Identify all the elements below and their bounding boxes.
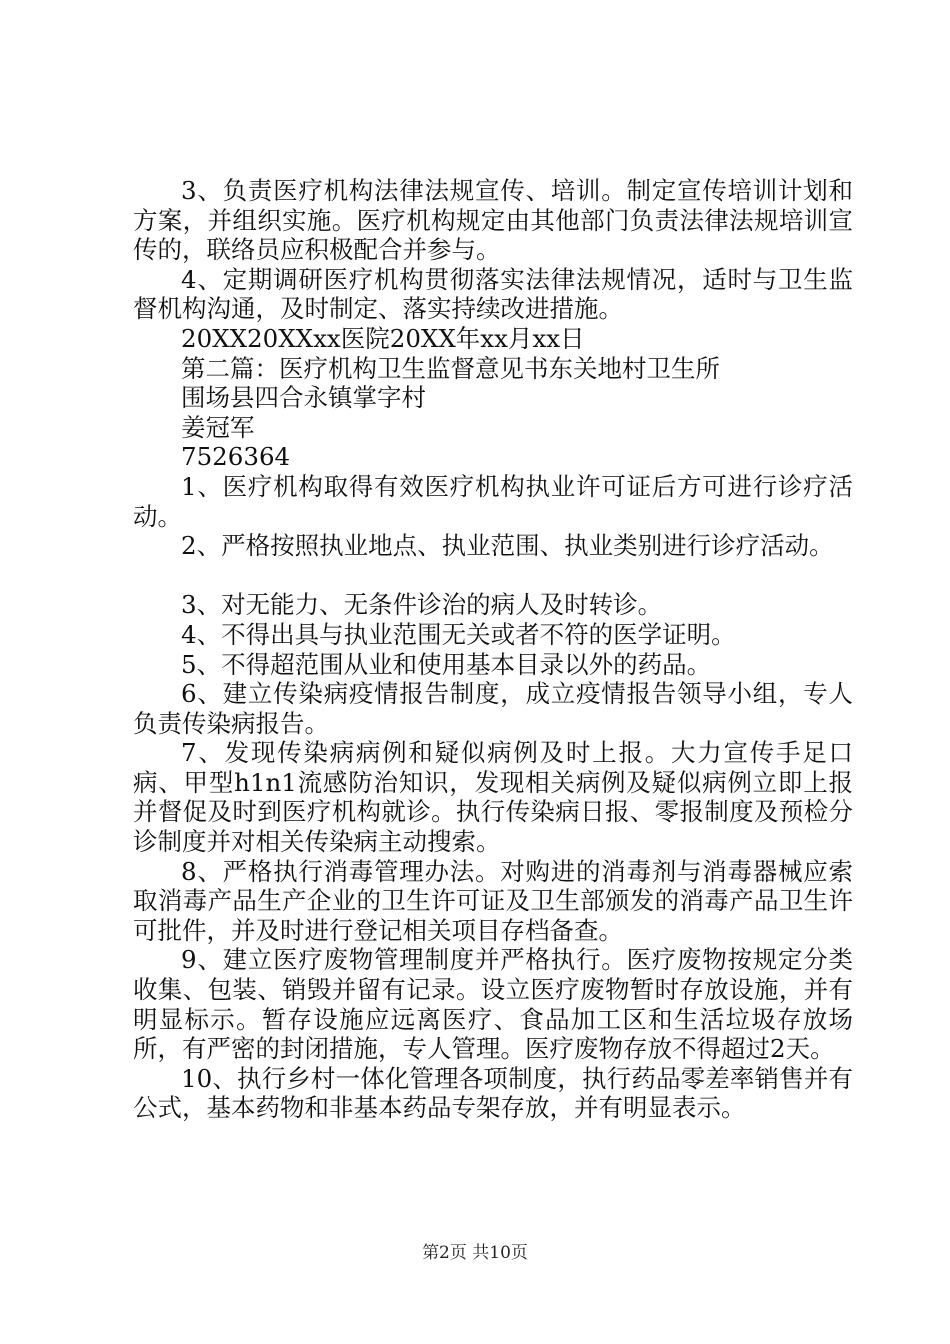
clinic-address: 围场县四合永镇掌字村: [181, 383, 426, 413]
phone-number: 7526364: [181, 442, 291, 472]
section-title: 第二篇：医疗机构卫生监督意见书东关地村卫生所: [181, 353, 720, 383]
requirement-item-1: 1、医疗机构取得有效医疗机构执业许可证后方可进行诊疗活动。: [133, 471, 853, 531]
paragraph-item-4: 4、定期调研医疗机构贯彻落实法律法规情况，适时与卫生监督机构沟通，及时制定、落实持续改进措施。: [133, 264, 853, 324]
requirement-item-9: 9、建立医疗废物管理制度并严格执行。医疗废物按规定分类收集、包装、销毁并留有记录。设立医疗废物暂时存放设施，并有明显标示。暂存设施应远离医疗、食品加工区和生活垃圾存放场所，有严密的封闭措施，专人管理。医疗废物存放不得超过2天。: [133, 945, 853, 1064]
requirement-item-7: 7、发现传染病病例和疑似病例及时上报。大力宣传手足口病、甲型h1n1流感防治知识，发现相关病例及疑似病例立即上报并督促及时到医疗机构就诊。执行传染病日报、零报制度及预检分诊制度并对相关传染病主动搜索。: [133, 738, 853, 857]
document-body: [133, 176, 853, 1123]
requirement-item-2: 2、严格按照执业地点、执业范围、执业类别进行诊疗活动。: [181, 531, 834, 561]
signature-date-line: 20XX20XXxx医院20XX年xx月xx日: [181, 323, 585, 353]
blank-line: [133, 561, 853, 591]
requirement-item-8: 8、严格执行消毒管理办法。对购进的消毒剂与消毒器械应索取消毒产品生产企业的卫生许可证及卫生部颁发的消毒产品卫生许可批件，并及时进行登记相关项目存档备查。: [133, 856, 853, 945]
page-footer: 第2页 共10页: [422, 1243, 528, 1263]
paragraph-item-3: 3、负责医疗机构法律法规宣传、培训。制定宣传培训计划和方案，并组织实施。医疗机构规定由其他部门负责法律法规培训宣传的，联络员应积极配合并参与。: [133, 176, 853, 265]
requirement-item-4: 4、不得出具与执业范围无关或者不符的医学证明。: [181, 619, 736, 649]
requirement-item-10: 10、执行乡村一体化管理各项制度，执行药品零差率销售并有公式，基本药物和非基本药品专架存放，并有明显表示。: [133, 1063, 853, 1123]
responsible-person: 姜冠军: [181, 412, 255, 442]
requirement-item-3: 3、对无能力、无条件诊治的病人及时转诊。: [181, 590, 663, 620]
requirement-item-6: 6、建立传染病疫情报告制度，成立疫情报告领导小组，专人负责传染病报告。: [133, 679, 853, 738]
requirement-item-5: 5、不得超范围从业和使用基本目录以外的药品。: [181, 649, 712, 679]
